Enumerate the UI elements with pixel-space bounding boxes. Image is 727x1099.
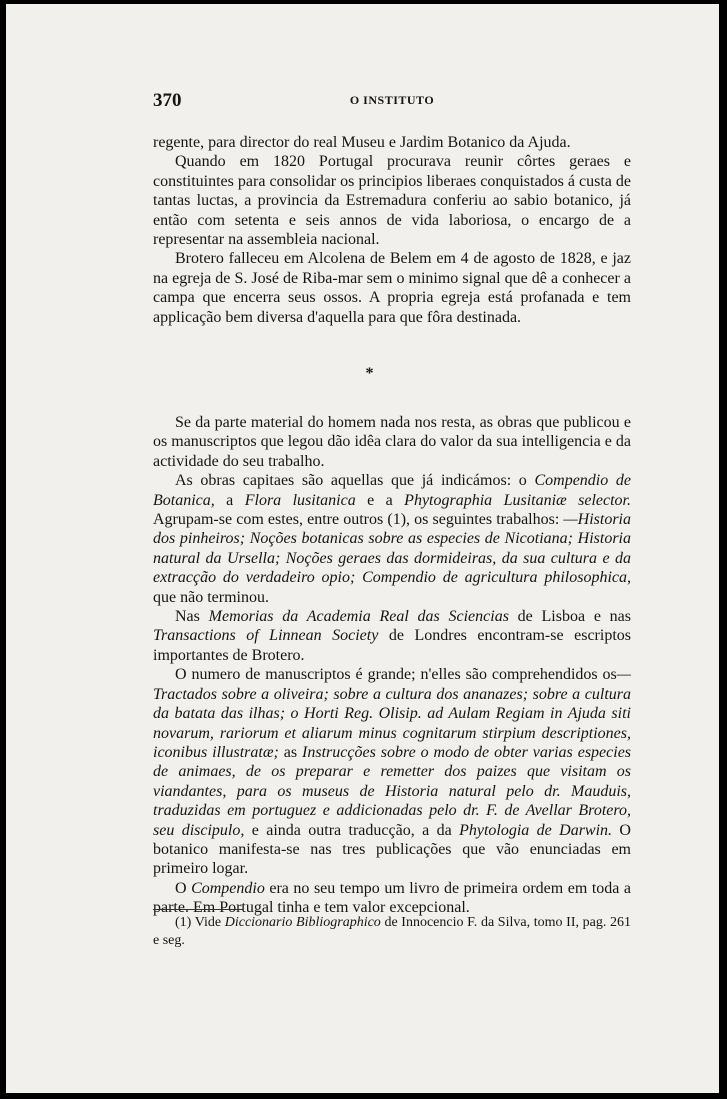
paragraph: Se da parte material do homem nada nos resta, as obras que publicou e os manuscriptos que legou dão idêa clara do valor da sua intelligencia e da actividade do seu trabalho. bbox=[153, 414, 631, 470]
running-title: O INSTITUTO bbox=[349, 93, 435, 107]
paragraph: regente, para director do real Museu e Jardim Botanico da Ajuda. bbox=[153, 134, 571, 151]
page-header bbox=[153, 90, 631, 110]
footnote: (1) Vide Diccionario Bibliographico de Innocencio F. da Silva, tomo II, pag. 261 e seg. bbox=[153, 915, 631, 948]
text-block-main bbox=[153, 413, 631, 918]
paragraph: O Compendio era no seu tempo um livro de primeira ordem em toda a parte. Em Portugal tinha e tem valor excepcional. bbox=[153, 879, 631, 917]
footnote-divider bbox=[153, 909, 243, 910]
paragraph: Quando em 1820 Portugal procurava reunir côrtes geraes e constituintes para consolidar os principios liberaes conquistados á custa de tantas luctas, a provincia da Estremadura conferiu ao sabio botanico, já então com setenta e seis annos de vida laboriosa, o encargo de a representar na assembleia nacional. bbox=[153, 153, 631, 249]
page-number: 370 bbox=[153, 90, 182, 111]
text-block-top bbox=[153, 133, 631, 327]
paragraph: Nas Memorias da Academia Real das Sciencias de Lisboa e nas Transactions of Linnean Society de Londres encontram-se escriptos importantes de Brotero. bbox=[153, 608, 631, 664]
book-page bbox=[6, 4, 719, 1093]
paragraph: Brotero falleceu em Alcolena de Belem em 4 de agosto de 1828, e jaz na egreja de S. José de Riba-mar sem o minimo signal que dê a conhecer a campa que encerra seus ossos. A propria egreja está profanada e tem applicação bem diversa d'aquella para que fôra destinada. bbox=[153, 250, 631, 326]
paragraph: As obras capitaes são aquellas que já indicámos: o Compendio de Botanica, a Flora lusitanica e a Phytographia Lusitaniæ selector. Agrupam-se com estes, entre outros (1), os seguintes trabalhos: —Historia dos pinheiros; Noções botanicas sobre as especies de Nicotiana; Historia natural da Ursella; Noções geraes das dormideiras, da sua cultura e da extracção do verdadeiro opio; Compendio de agricultura philosophica, que não terminou. bbox=[153, 472, 632, 606]
paragraph: O numero de manuscriptos é grande; n'elles são comprehendidos os—Tractados sobre a oliveira; sobre a cultura dos ananazes; sobre a cultura da batata das ilhas; o Horti Reg. Olisip. ad Aulam Regiam in Ajuda siti novarum, rariorum et aliarum minus cognitarum stirpium descriptiones, iconibus illustratæ; as Instrucções sobre o modo de obter varias especies de animaes, de os preparar e remetter dos paizes que visitam os viandantes, para os museus de Historia natural pelo dr. Mauduis, traduzidas em portuguez e addicionadas pelo dr. F. de Avellar Brotero, seu discipulo, e ainda outra traducção, a da Phytologia de Darwin. O botanico manifesta-se nas tres publicações que vão enunciadas em primeiro logar. bbox=[153, 666, 632, 878]
section-separator: * bbox=[365, 365, 374, 382]
